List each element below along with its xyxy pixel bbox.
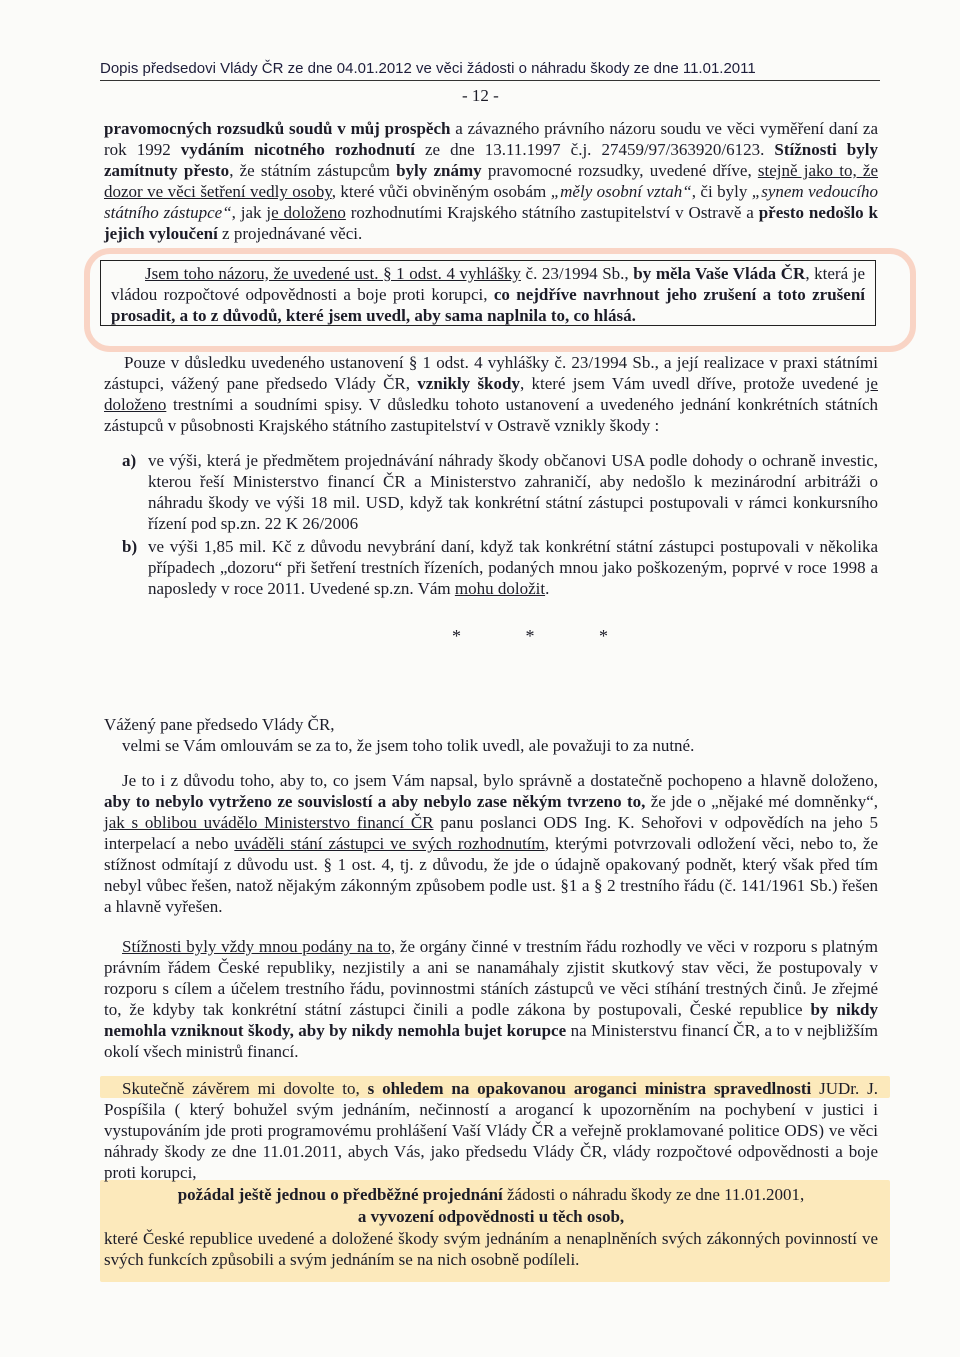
list-item-text: ve výši, která je předmětem projednávání náhrady škody občanovi USA podle dohody o ochraně investic, kterou řeší Ministerstvo financí ČR a Ministerstvo zahraničí, aby nedošlo k mezinárodní arbitráži o náhradu škody ve výši 18 mil. USD, když tak konkrétní státní zástupci postupovali v rámci konkursního řízení pod sp.zn. 22 K 26/2006 [148,451,878,533]
text: , kterými potvrzovali odložení věci, nebo to, že stížnost odmítají z důvodu ust. § 1 ost. 4, tj. z důvodu, že jde o údajně opakovaný podnět, který však před tím nebyl vůbec řešen, natož nějakým zákonným způsobem podle ust. §1 a § 2 trestního řádu (č. 141/1961 Sb.) řešen a hlavně vyřešen. [104,834,878,916]
salutation-line: Vážený pane předsedo Vlády ČR, [104,715,335,734]
list-item [122,450,878,534]
text: Skutečně závěrem mi dovolte to, [122,1079,368,1098]
closing-text [104,1228,878,1270]
text-bold: by nikdy nemohla vzniknout škody, aby by nikdy nemohla bujet korupce [104,1000,878,1040]
text-underlined: stejně jako to, že dozor ve věci šetření vedly osoby [104,161,878,201]
text-underlined: je doloženo [266,203,346,222]
text: , které jsem Vám uvedl dříve, protože uvedené [519,374,866,393]
text: ze dne 13.11.1997 č.j. 27459/97/363920/6123. [414,140,775,159]
text-bold: požádal ještě jednou o předběžné projednání [177,1185,503,1204]
text: z projednávané věci. [217,224,363,243]
responsibility-line [104,1206,878,1227]
text: JUDr. J. Pospíšila ( který bohužel svým jednáním, nečinností a arogancí k upozorněním na pochybení v justici i vystupováním jde proti programovému prohlášení Vaší Vlády ČR a veřejně proklamované politice ODS) ve věci náhrady škody ze dne 11.01.2011, abych Vás, jako předsedu Vlády ČR, vlády rozpočtové odpovědnosti a boje proti korupci, [104,1079,878,1182]
text-underlined: mohu doložit [454,579,546,598]
text: žádosti o náhradu škody ze dne 11.01.2001, [502,1185,805,1204]
text: že orgány činné v trestním řádu rozhodly ve věci v rozporu s platným právním řádem České republiky, nezjistily a ani se nanamáhaly zjistit skutkový stav věci, že postupovaly v rozporu s cílem a účelem trestního řádu, povinnostmi stáních zástupců ve věci stíhání trestných činů. Je zřejmé to, že kdyby tak konkrétní státní zástupci činili a podle zákona by postupovali, České republice [104,937,878,1019]
text-bold: a vyvození odpovědnosti u těch osob, [357,1207,625,1226]
paragraph-complaints [104,936,878,1062]
text: , jak [231,203,267,222]
text-bold: přesto nedošlo k jejich vyloučení [104,203,878,243]
text-underlined: Stížnosti byly vždy mnou podány na to, [122,937,396,956]
text-bold: vydáním nicotného rozhodnutí [180,140,415,159]
section-separator: * * * [452,626,638,646]
text-bold: by měla Vaše Vláda ČR [633,264,806,283]
text: č. 23/1994 Sb., [520,264,634,283]
list-item [122,536,878,599]
text-italic: „synem vedoucího státního zástupce“ [104,182,878,222]
text-bold: byly známy [396,161,482,180]
list-item-label: b) [122,537,138,556]
text-underlined: je doloženo [104,374,878,414]
text: pravomocné rozsudky, uvedené dříve, [481,161,758,180]
list-item-label: a) [122,451,137,470]
text-bold: Stížnosti byly zamítnuty přesto [104,140,878,180]
paragraph-reasoning [104,770,878,917]
text: trestními a soudními spisy. V důsledku tohoto ustanovení a uvedeného jednání konkrétních státních zástupců v působnosti Krajského státního zastupitelství v Ostravě vznikly škody : [104,395,878,435]
list-item-text [148,536,878,599]
text-underlined: Jsem toho názoru, že uvedené ust. § 1 odst. 4 vyhlášky [145,264,521,283]
paragraph-continuation [104,118,878,244]
text: . [545,579,550,598]
text-bold: s ohledem na opakovanou aroganci ministra spravedlnosti [367,1079,812,1098]
text: Je to i z důvodu toho, aby to, co jsem Vám napsal, bylo správně a dostatečně pochopeno a hlavně doloženo, [122,771,878,790]
salutation [104,714,878,756]
text: na Ministerstvu financí ČR, a to v nejbližším okolí všech ministrů financí. [104,1021,878,1061]
text: , která je vládou rozpočtové odpovědnosti a boje proti korupci, [111,264,865,304]
request-line [104,1184,878,1205]
text: Pouze v důsledku uvedeného ustanovení § 1 odst. 4 vyhlášky č. 23/1994 Sb., a její realizace v praxi státními zástupci, vážený pane předsedo Vlády ČR, [104,353,878,393]
text: , či byly [691,182,752,201]
text: ve výši 1,85 mil. Kč z důvodu nevybrání daní, když tak konkrétní státní zástupci postupovali v několika případech „dozoru“ při šetření trestních řízeních, podaných mnou jako poškozeným, poprvé v roce 1998 a naposledy v roce 2011. Uvedené sp.zn. Vám [148,537,878,598]
text-bold: co nejdříve navrhnout jeho zrušení a toto zrušení prosadit, a to z důvodů, které jsem uvedl, aby sama naplnila to, co hlásá. [111,285,865,325]
apology-line: velmi se Vám omlouvám se za to, že jsem toho tolik uvedl, ale považuji to za nutné. [122,736,695,755]
page-header: Dopis předsedovi Vlády ČR ze dne 04.01.2012 ve věci žádosti o náhradu škody ze dne 11.01.2011 [100,60,880,81]
boxed-statement [100,260,876,326]
page-number: - 12 - [462,86,499,105]
text: , že státním zástupcům [229,161,397,180]
text: , které vůči obviněným osobám [331,182,551,201]
text-bold: aby to nebylo vytrženo ze souvislostí a aby nebylo zase někým tvrzeno to, [104,792,646,811]
text-bold: vznikly škody [417,374,520,393]
text: rozhodnutími Krajského státního zastupitelství v Ostravě a [345,203,759,222]
text: panu poslanci ODS Ing. K. Sehořovi v odpovědích na jeho 5 interpelací a nebo [104,813,878,853]
text: že jde o „nějaké mé domněnky“, [645,792,878,811]
paragraph-consequences [104,352,878,436]
text-underlined: jak s oblibou uvádělo Ministerstvo financí ČR [104,813,434,832]
text-bold: pravomocných rozsudků soudů v můj prospěch [104,119,451,138]
text: a závazného právního názoru soudu ve věci vyměření daní za rok 1992 [104,119,878,159]
text-underlined: uváděli stání zástupci ve svých rozhodnutím [234,834,545,853]
text: které České republice uvedené a doložené škody svým jednáním a nenaplněních svých zákonných povinností ve svých funkcích způsobili a svým jednáním se na nich osobně podíleli. [104,1229,878,1269]
text-italic: „měly osobní vztah“ [550,182,692,201]
paragraph-conclusion [104,1078,878,1183]
